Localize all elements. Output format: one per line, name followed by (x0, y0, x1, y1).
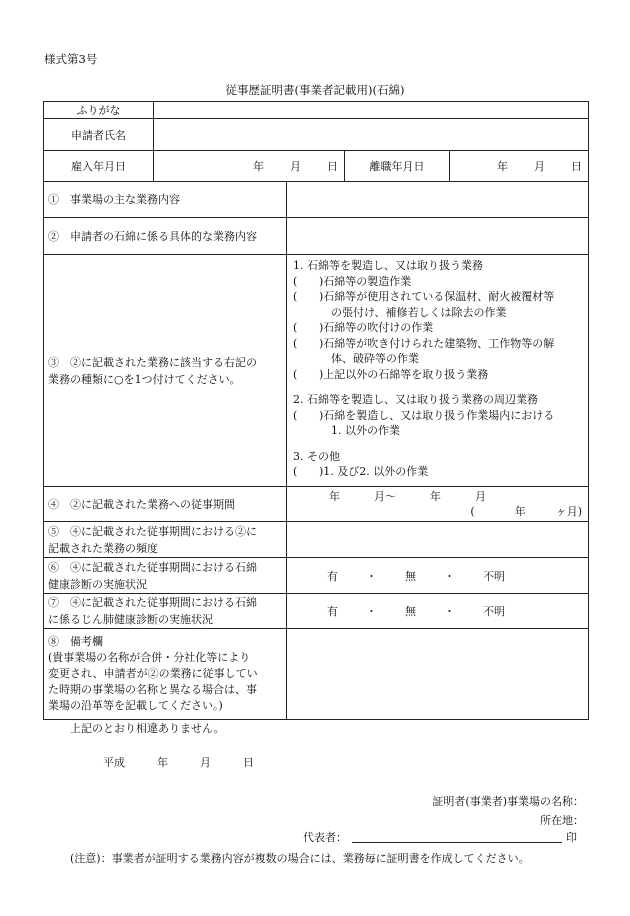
item7-label: ⑦ ④に記載された従事期間における石綿 に係るじん肺健康診断の実施状況 (44, 594, 287, 629)
option-1b[interactable]: ( )石綿等が使用されている保温材、耐火被覆材等 (293, 290, 555, 303)
option-1c[interactable]: ( )石綿等の吹付けの作業 (293, 321, 434, 334)
remarks-field[interactable] (287, 629, 589, 720)
item2-row (44, 218, 589, 255)
pneumo-yes[interactable]: 有 (327, 605, 338, 618)
group3-title: 3. その他 (293, 449, 340, 463)
leave-date-label: 離職年月日 (345, 151, 450, 182)
item2-label: ② 申請者の石綿に係る具体的な業務内容 (44, 218, 287, 255)
checkup-unknown[interactable]: 不明 (483, 569, 505, 583)
hire-year-unit: 年 (253, 160, 264, 173)
leave-day-unit: 日 (571, 160, 582, 173)
option-1b-cont: の張付け、補修若しくは除去の作業 (331, 305, 507, 319)
representative-signature-line[interactable] (352, 842, 562, 843)
company-name-label: 証明者(事業者)事業場の名称： (432, 795, 584, 808)
item4-label: ④ ②に記載された業務への従事期間 (44, 487, 287, 522)
item1-field[interactable] (287, 182, 589, 218)
item3-label-line1: ③ ②に記載された業務に該当する右記の (48, 355, 257, 369)
seal-mark: 印 (566, 831, 577, 844)
applicant-name-field[interactable] (154, 119, 589, 151)
item2-field[interactable] (287, 218, 589, 255)
duration-years: 年 (514, 505, 526, 518)
period-to-month: 月 (475, 490, 486, 503)
duration-months: ヶ月) (555, 505, 582, 518)
item3-row (44, 255, 589, 487)
item6-label: ⑥ ④に記載された従事期間における石綿 健康診断の実施状況 (44, 558, 287, 594)
asbestos-checkup-choices: 有 ・ 無 ・ 不明 (287, 558, 589, 594)
applicant-name-label: 申請者氏名 (44, 119, 154, 151)
option-1a[interactable]: ( )石綿等の製造作業 (293, 274, 412, 288)
furigana-field[interactable] (154, 102, 589, 119)
furigana-row (44, 102, 589, 119)
address-label: 所在地： (540, 814, 584, 827)
item6-row (44, 558, 589, 594)
item8-row (44, 629, 589, 720)
option-1e[interactable]: ( )上記以外の石綿等を取り扱う業務 (293, 367, 489, 381)
item4-row (44, 487, 589, 522)
item5-label: ⑤ ④に記載された従事期間における②に 記載された業務の頻度 (44, 522, 287, 558)
period-to-year: 年 (430, 490, 441, 503)
pneumo-no[interactable]: 無 (405, 605, 416, 618)
checkup-yes[interactable]: 有 (327, 569, 338, 583)
option-3a[interactable]: ( )1. 及び2. 以外の作業 (293, 465, 429, 478)
option-2a[interactable]: ( )石綿を製造し、又は取り扱う作業場内における (293, 408, 555, 422)
item8-label: ⑧ 備考欄 (貴事業場の名称が合併・分社化等により 変更され、申請者が②の業務に従事してい た時期の事業場の名称と異なる場合は、事 業場の沿革等を記載してください。) (44, 629, 287, 720)
hire-date-label: 雇入年月日 (44, 151, 154, 182)
work-type-options (287, 255, 589, 487)
leave-year-unit: 年 (497, 160, 508, 173)
form-title: 従事歴証明書(事業者記載用)(石綿) (225, 83, 405, 97)
frequency-field[interactable] (287, 522, 589, 558)
representative-label: 代表者： (303, 831, 347, 844)
item3-label-line2: 業務の種類に○を1つ付けてください。 (48, 372, 241, 386)
note: (注意)：事業者が証明する業務内容が複数の場合には、業務毎に証明書を作成してください。 (70, 852, 530, 865)
hire-month-unit: 月 (290, 160, 301, 173)
pneumoconiosis-checkup-choices: 有 ・ 無 ・ 不明 (287, 594, 589, 629)
checkup-no[interactable]: 無 (405, 569, 416, 583)
option-2a-cont: 1. 以外の作業 (331, 424, 400, 437)
period-field[interactable] (287, 487, 589, 522)
leave-month-unit: 月 (534, 160, 545, 173)
item7-row (44, 594, 589, 629)
group1-title: 1. 石綿等を製造し、又は取り扱う業務 (293, 259, 483, 272)
period-from-year: 年 (329, 490, 340, 503)
furigana-label: ふりがな (44, 102, 154, 119)
applicant-name-row (44, 119, 589, 151)
leave-date-field[interactable] (450, 151, 589, 182)
group2-title: 2. 石綿等を製造し、又は取り扱う業務の周辺業務 (293, 393, 538, 406)
pneumo-unknown[interactable]: 不明 (483, 605, 505, 618)
hire-day-unit: 日 (327, 160, 338, 173)
certification-statement: 上記のとおり相違ありません。 (70, 722, 225, 735)
option-1d-cont: 体、破砕等の作業 (331, 352, 419, 365)
certification-date: 平成 年 月 日 (103, 756, 254, 769)
dates-row (44, 151, 589, 182)
item5-row (44, 522, 589, 558)
certificate-table (43, 101, 589, 720)
item1-label: ① 事業場の主な業務内容 (44, 182, 287, 218)
item1-row (44, 182, 589, 218)
hire-date-field[interactable] (154, 151, 345, 182)
period-from-month: 月～ (374, 490, 396, 503)
option-1d[interactable]: ( )石綿等が吹き付けられた建築物、工作物等の解 (293, 336, 555, 350)
item3-label (44, 255, 287, 487)
duration-open: ( (470, 505, 475, 518)
form-number: 様式第3号 (44, 52, 98, 66)
